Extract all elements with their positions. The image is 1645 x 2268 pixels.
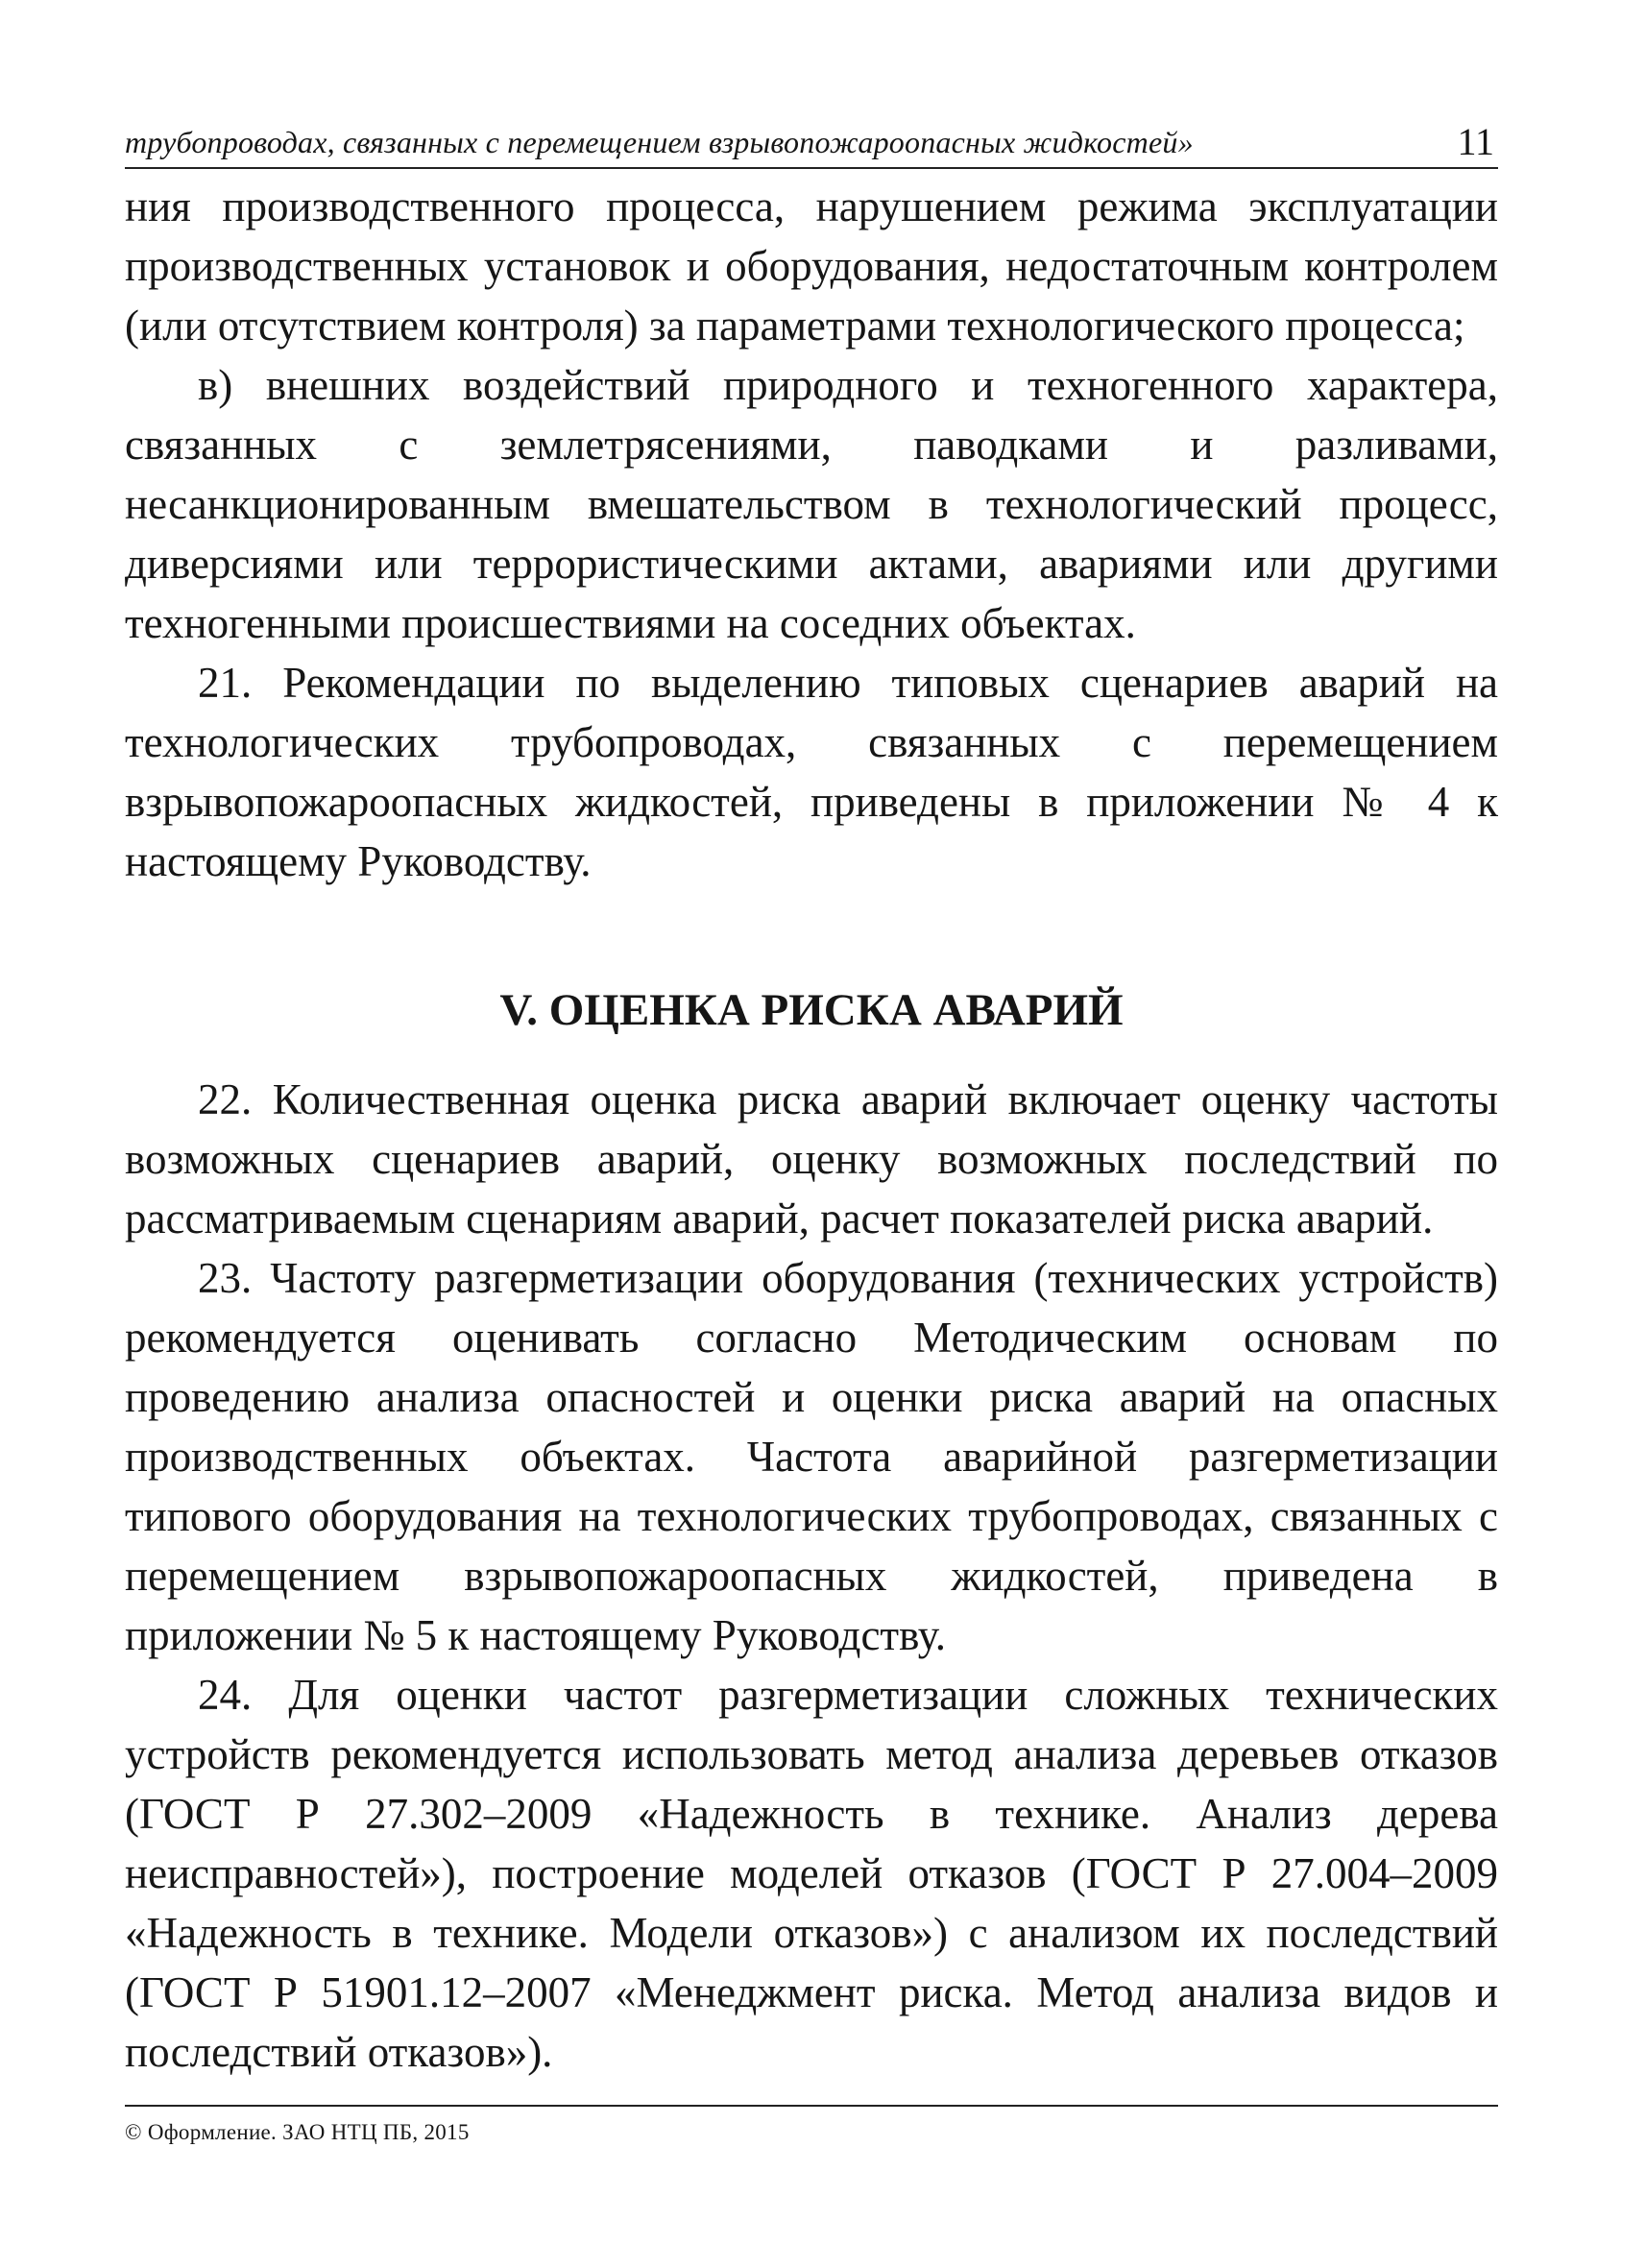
- running-header: [125, 120, 1498, 169]
- body-text: [125, 177, 1498, 2082]
- copyright-notice: © Оформление. ЗАО НТЦ ПБ, 2015: [125, 2120, 470, 2144]
- paragraph-23: 23. Частоту разгерметизации оборудования (технических устройств) рекомендуется оценивать согласно Методическим основам по проведению анализа опасностей и оценки риска аварий на опасных производственных объектах. Частота аварийной разгерметизации типового оборудования на технологических трубопроводах, связанных с перемещением взрывопожароопасных жидкостей, приведена в приложении № 5 к настоящему Руководству.: [125, 1254, 1498, 1659]
- page-number: 11: [1457, 120, 1494, 163]
- paragraph-continuation: ния производственного процесса, нарушением режима эксплуатации производственных установок и оборудования, недостаточным контролем (или отсутствием контроля) за параметрами технологического процесса;: [125, 182, 1498, 350]
- paragraph-22: 22. Количественная оценка риска аварий включает оценку частоты возможных сценариев аварий, оценку возможных последствий по рассматриваемым сценариям аварий, расчет показателей риска аварий.: [125, 1075, 1498, 1243]
- document-page: [125, 120, 1498, 2082]
- paragraph-24: 24. Для оценки частот разгерметизации сложных технических устройств рекомендуется использовать метод анализа деревьев отказов (ГОСТ Р 27.302–2009 «Надежность в технике. Анализ дерева неисправностей»), построение моделей отказов (ГОСТ Р 27.004–2009 «Надежность в технике. Модели отказов») с анализом их последствий (ГОСТ Р 51901.12–2007 «Менеджмент риска. Метод анализа видов и последствий отказов»).: [125, 1671, 1498, 2076]
- running-title: трубопроводах, связанных с перемещением взрывопожароопасных жидкостей»: [125, 125, 1194, 159]
- section-heading: V. ОЦЕНКА РИСКА АВАРИЙ: [499, 985, 1124, 1035]
- paragraph-item-v: в) внешних воздействий природного и техногенного характера, связанных с землетрясениями, паводками и разливами, несанкционированным вмешательством в технологический процесс, диверсиями или террористическими актами, авариями или другими техногенными происшествиями на соседних объектах.: [125, 361, 1498, 647]
- page-footer: [125, 2105, 1498, 2147]
- paragraph-21: 21. Рекомендации по выделению типовых сценариев аварий на технологических трубопроводах, связанных с перемещением взрывопожароопасных жидкостей, приведены в приложении № 4 к настоящему Руководству.: [125, 659, 1498, 885]
